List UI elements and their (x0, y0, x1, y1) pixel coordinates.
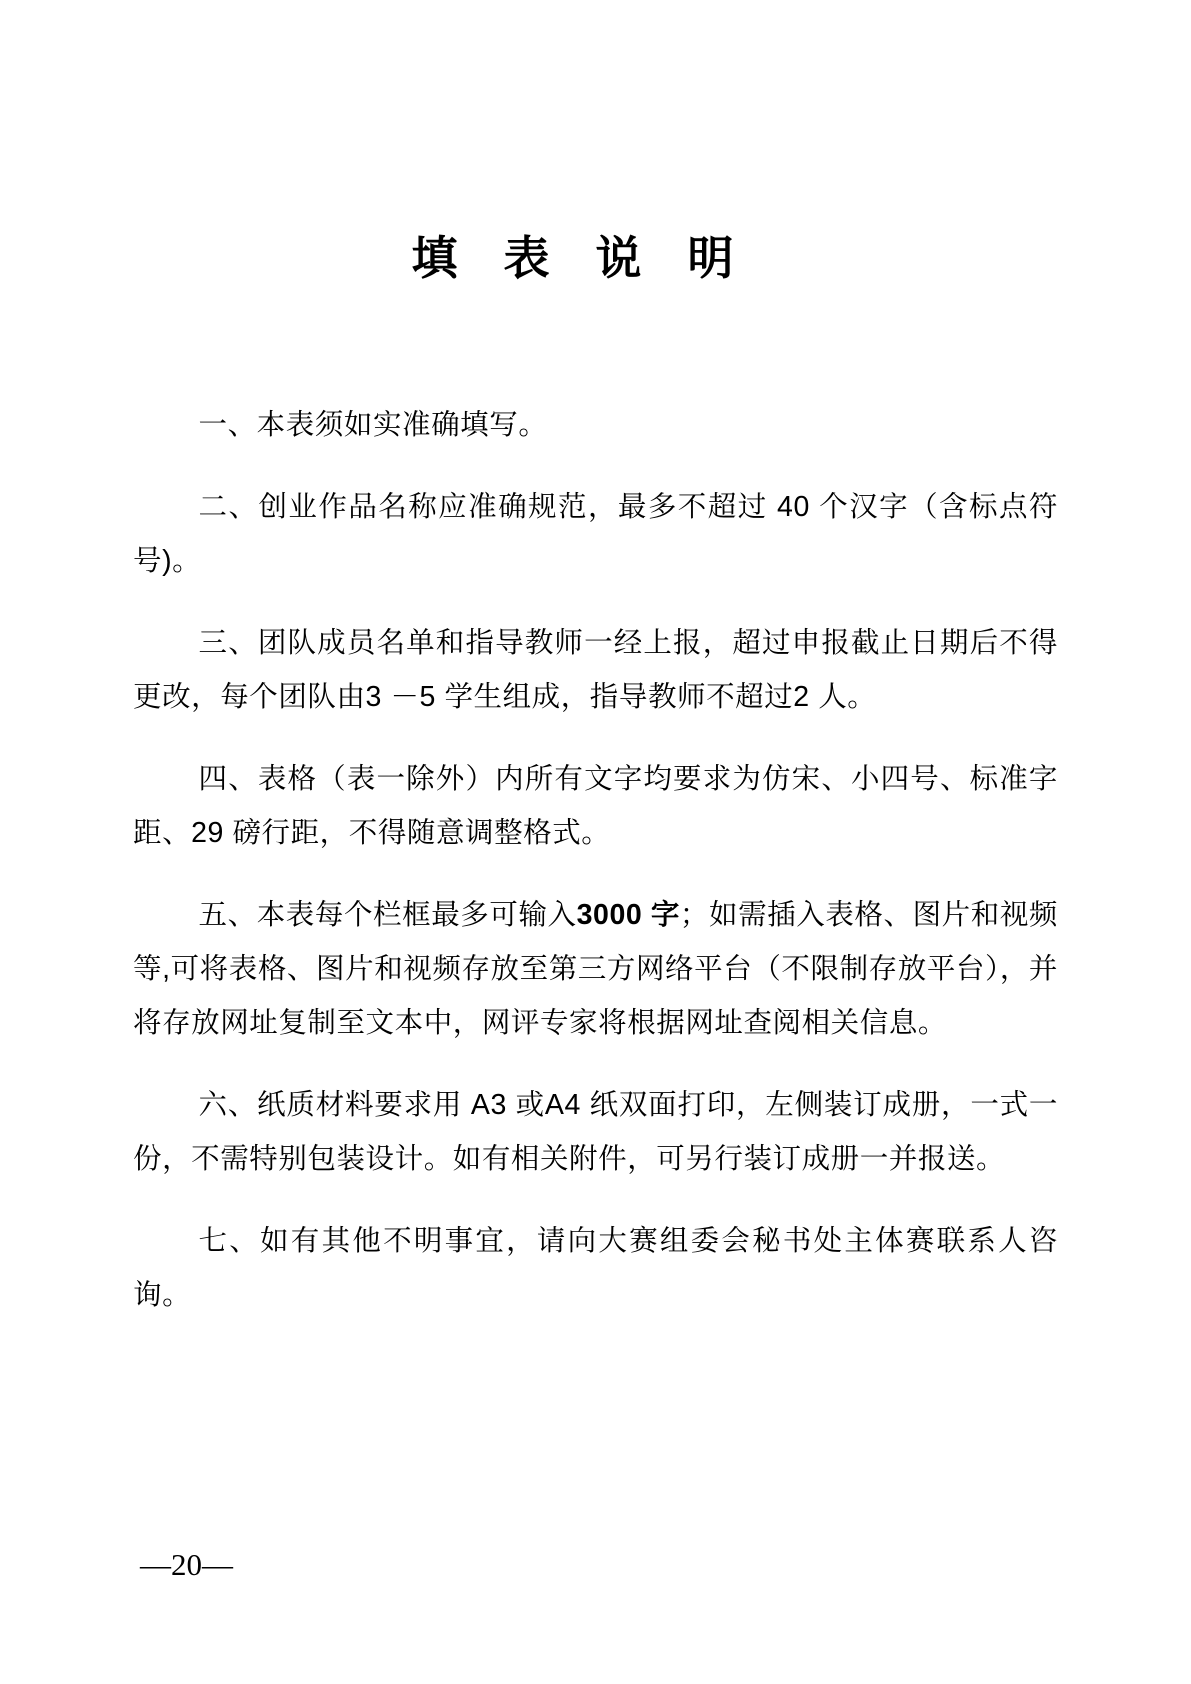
instruction-paragraph-6: 六、纸质材料要求用 A3 或A4 纸双面打印，左侧装订成册，一式一份，不需特别包装设计。如有相关附件，可另行装订成册一并报送。 (133, 1089, 1058, 1175)
page-title: 填表说明 (411, 233, 780, 284)
paragraph-text-before: 五、本表每个栏框最多可输入 (198, 899, 577, 931)
instruction-paragraph-4: 四、表格（表一除外）内所有文字均要求为仿宋、小四号、标准字 距、29 磅行距，不得随意调整格式。 (133, 763, 1058, 849)
instruction-paragraph-3: 三、团队成员名单和指导教师一经上报，超过申报截止日期后不得更改，每个团队由3 －5 学生组成，指导教师不超过2 人。 (133, 627, 1058, 713)
paragraph-text-after: ；如需插入表格、图片和视频等,可将表格、图片和视频存放至第三方网络平台（不限制存放平台），并将存放网址复制至文本中，网评专家将根据网址查阅相关信息。 (133, 899, 1058, 1039)
instruction-paragraph-2: 二、创业作品名称应准确规范，最多不超过 40 个汉字（含标点符 号)。 (133, 491, 1058, 577)
instruction-paragraph-1: 一、本表须如实准确填写。 (198, 409, 548, 441)
max-characters-bold-text: 3000 字 (576, 899, 680, 931)
instruction-paragraph-7: 七、如有其他不明事宜，请向大赛组委会秘书处主体赛联系人咨 询。 (133, 1225, 1058, 1311)
page-number: —20— (140, 1547, 233, 1582)
instructions-body (0, 398, 1191, 1322)
instruction-paragraph-5 (133, 888, 1058, 1050)
